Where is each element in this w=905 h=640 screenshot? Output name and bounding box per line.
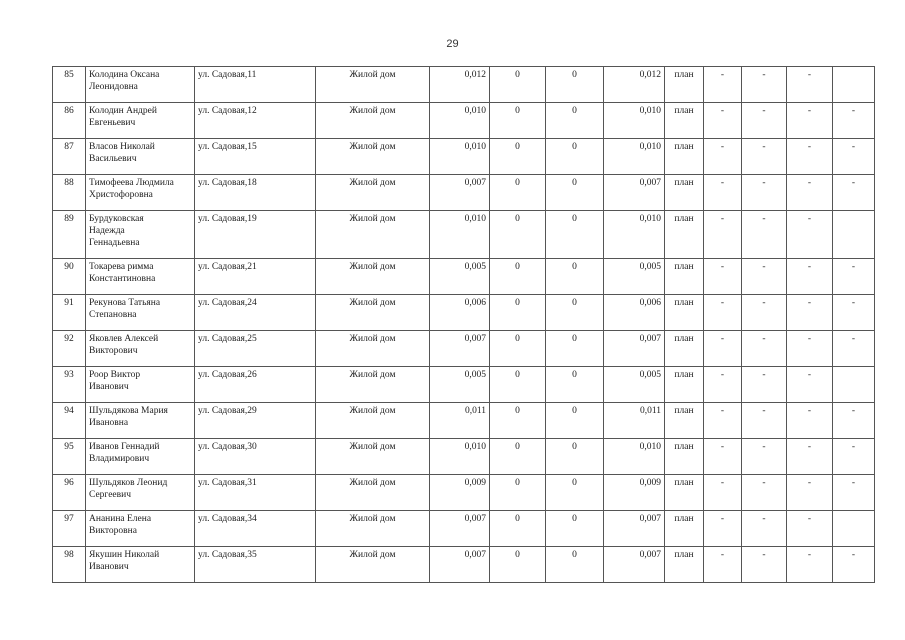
dash-2: - [742,295,787,331]
area-total: 0,010 [604,103,665,139]
value-a: 0 [490,439,546,475]
dash-4: - [833,475,875,511]
status: план [665,295,704,331]
status: план [665,67,704,103]
address: ул. Садовая,35 [195,547,316,583]
value-a: 0 [490,211,546,259]
address: ул. Садовая,24 [195,295,316,331]
value-b: 0 [546,475,604,511]
value-b: 0 [546,139,604,175]
owner-name [86,175,195,211]
dash-4: - [833,139,875,175]
dash-4: - [833,259,875,295]
area-value: 0,010 [430,139,490,175]
owner-name-line: Роор Виктор [89,370,141,380]
address: ул. Садовая,21 [195,259,316,295]
value-a: 0 [490,103,546,139]
owner-name [86,295,195,331]
area-total: 0,005 [604,259,665,295]
table-row [53,511,875,547]
object-type: Жилой дом [316,175,430,211]
area-total: 0,009 [604,475,665,511]
owner-name-line: Колодин Андрей [89,106,157,116]
table-row [53,439,875,475]
value-b: 0 [546,331,604,367]
row-number: 94 [53,403,86,439]
owner-name-line: Колодина Оксана [89,70,160,80]
dash-4 [833,67,875,103]
status: план [665,103,704,139]
area-total: 0,007 [604,547,665,583]
dash-1: - [704,211,742,259]
owner-name [86,67,195,103]
area-value: 0,007 [430,547,490,583]
owner-name [86,511,195,547]
table-row [53,211,875,259]
table-row [53,103,875,139]
dash-1: - [704,175,742,211]
value-b: 0 [546,175,604,211]
value-a: 0 [490,403,546,439]
area-value: 0,006 [430,295,490,331]
area-value: 0,010 [430,211,490,259]
row-number: 88 [53,175,86,211]
table-row [53,367,875,403]
dash-2: - [742,139,787,175]
page-number: 29 [446,38,459,50]
dash-4 [833,367,875,403]
value-b: 0 [546,295,604,331]
status: план [665,475,704,511]
owner-name-line: Власов Николай [89,142,155,152]
status: план [665,439,704,475]
object-type: Жилой дом [316,331,430,367]
address: ул. Садовая,12 [195,103,316,139]
table-row [53,175,875,211]
owner-name-line: Иванович [89,382,129,392]
object-type: Жилой дом [316,367,430,403]
value-b: 0 [546,259,604,295]
area-value: 0,005 [430,367,490,403]
registry-table [52,66,875,583]
dash-1: - [704,511,742,547]
owner-name-line: Надежда [89,226,125,236]
owner-name [86,403,195,439]
status: план [665,367,704,403]
owner-name-line: Евгеньевич [89,118,136,128]
area-total: 0,005 [604,367,665,403]
value-a: 0 [490,475,546,511]
object-type: Жилой дом [316,511,430,547]
area-total: 0,007 [604,511,665,547]
owner-name-line: Викторовна [89,526,137,536]
status: план [665,259,704,295]
object-type: Жилой дом [316,547,430,583]
owner-name [86,331,195,367]
owner-name-line: Владимирович [89,454,150,464]
object-type: Жилой дом [316,67,430,103]
object-type: Жилой дом [316,211,430,259]
address: ул. Садовая,11 [195,67,316,103]
owner-name [86,439,195,475]
owner-name-line: Степановна [89,310,137,320]
address: ул. Садовая,15 [195,139,316,175]
table-row [53,403,875,439]
address: ул. Садовая,26 [195,367,316,403]
dash-2: - [742,547,787,583]
owner-name-line: Бурдуковская [89,214,144,224]
dash-4: - [833,331,875,367]
value-b: 0 [546,367,604,403]
dash-2: - [742,103,787,139]
dash-1: - [704,547,742,583]
object-type: Жилой дом [316,403,430,439]
object-type: Жилой дом [316,439,430,475]
table-row [53,331,875,367]
dash-3: - [787,259,833,295]
address: ул. Садовая,30 [195,439,316,475]
value-b: 0 [546,211,604,259]
row-number: 93 [53,367,86,403]
value-b: 0 [546,103,604,139]
row-number: 89 [53,211,86,259]
value-a: 0 [490,511,546,547]
owner-name-line: Леонидовна [89,82,138,92]
table-row [53,67,875,103]
area-total: 0,007 [604,175,665,211]
owner-name-line: Иванов Геннадий [89,442,160,452]
address: ул. Садовая,25 [195,331,316,367]
owner-name-line: Токарева римма [89,262,154,272]
value-a: 0 [490,367,546,403]
owner-name-line: Викторович [89,346,138,356]
dash-3: - [787,439,833,475]
dash-3: - [787,547,833,583]
value-a: 0 [490,67,546,103]
value-a: 0 [490,175,546,211]
row-number: 86 [53,103,86,139]
owner-name-line: Рекунова Татьяна [89,298,161,308]
row-number: 98 [53,547,86,583]
owner-name [86,211,195,259]
owner-name [86,103,195,139]
owner-name [86,259,195,295]
status: план [665,139,704,175]
value-a: 0 [490,331,546,367]
value-a: 0 [490,295,546,331]
area-value: 0,007 [430,511,490,547]
value-a: 0 [490,139,546,175]
area-value: 0,012 [430,67,490,103]
value-b: 0 [546,403,604,439]
status: план [665,511,704,547]
dash-1: - [704,403,742,439]
value-a: 0 [490,547,546,583]
row-number: 95 [53,439,86,475]
dash-3: - [787,331,833,367]
table-row [53,139,875,175]
value-a: 0 [490,259,546,295]
status: план [665,403,704,439]
owner-name-line: Шульдякова Мария [89,406,168,416]
owner-name-line: Васильевич [89,154,137,164]
dash-1: - [704,139,742,175]
dash-3: - [787,175,833,211]
owner-name [86,367,195,403]
dash-3: - [787,67,833,103]
dash-4: - [833,175,875,211]
area-total: 0,010 [604,139,665,175]
dash-2: - [742,175,787,211]
dash-1: - [704,67,742,103]
dash-2: - [742,439,787,475]
owner-name-line: Геннадьевна [89,238,140,248]
object-type: Жилой дом [316,139,430,175]
owner-name-line: Ивановна [89,418,129,428]
dash-2: - [742,403,787,439]
dash-3: - [787,403,833,439]
owner-name [86,139,195,175]
dash-2: - [742,367,787,403]
table-row [53,295,875,331]
value-b: 0 [546,547,604,583]
address: ул. Садовая,34 [195,511,316,547]
owner-name-line: Яковлев Алексей [89,334,159,344]
owner-name-line: Христофоровна [89,190,153,200]
status: план [665,175,704,211]
owner-name-line: Константиновна [89,274,156,284]
dash-1: - [704,259,742,295]
dash-1: - [704,439,742,475]
area-value: 0,009 [430,475,490,511]
row-number: 92 [53,331,86,367]
dash-3: - [787,511,833,547]
dash-3: - [787,475,833,511]
dash-3: - [787,139,833,175]
area-value: 0,007 [430,175,490,211]
object-type: Жилой дом [316,295,430,331]
dash-1: - [704,475,742,511]
address: ул. Садовая,19 [195,211,316,259]
dash-2: - [742,211,787,259]
address: ул. Садовая,29 [195,403,316,439]
owner-name-line: Якушин Николай [89,550,160,560]
area-total: 0,006 [604,295,665,331]
object-type: Жилой дом [316,259,430,295]
dash-4: - [833,295,875,331]
dash-1: - [704,103,742,139]
row-number: 91 [53,295,86,331]
registry-rows [53,67,875,583]
row-number: 96 [53,475,86,511]
row-number: 87 [53,139,86,175]
dash-3: - [787,103,833,139]
dash-4 [833,211,875,259]
object-type: Жилой дом [316,475,430,511]
owner-name-line: Сергеевич [89,490,131,500]
status: план [665,331,704,367]
dash-4: - [833,439,875,475]
area-value: 0,005 [430,259,490,295]
dash-3: - [787,211,833,259]
owner-name-line: Шульдяков Леонид [89,478,168,488]
status: план [665,211,704,259]
table-row [53,475,875,511]
owner-name [86,547,195,583]
dash-4: - [833,103,875,139]
table-row [53,259,875,295]
owner-name-line: Иванович [89,562,129,572]
dash-4: - [833,403,875,439]
value-b: 0 [546,511,604,547]
status: план [665,547,704,583]
dash-3: - [787,367,833,403]
dash-2: - [742,259,787,295]
dash-2: - [742,511,787,547]
table-row [53,547,875,583]
area-value: 0,010 [430,103,490,139]
dash-4 [833,511,875,547]
dash-1: - [704,295,742,331]
dash-4: - [833,547,875,583]
area-total: 0,012 [604,67,665,103]
address: ул. Садовая,31 [195,475,316,511]
area-total: 0,007 [604,331,665,367]
row-number: 90 [53,259,86,295]
dash-2: - [742,475,787,511]
dash-1: - [704,331,742,367]
area-value: 0,007 [430,331,490,367]
area-total: 0,011 [604,403,665,439]
row-number: 85 [53,67,86,103]
owner-name-line: Ананина Елена [89,514,152,524]
dash-2: - [742,331,787,367]
address: ул. Садовая,18 [195,175,316,211]
row-number: 97 [53,511,86,547]
area-total: 0,010 [604,211,665,259]
value-b: 0 [546,67,604,103]
dash-3: - [787,295,833,331]
area-value: 0,011 [430,403,490,439]
dash-1: - [704,367,742,403]
area-value: 0,010 [430,439,490,475]
value-b: 0 [546,439,604,475]
dash-2: - [742,67,787,103]
owner-name-line: Тимофеева Людмила [89,178,174,188]
area-total: 0,010 [604,439,665,475]
owner-name [86,475,195,511]
object-type: Жилой дом [316,103,430,139]
